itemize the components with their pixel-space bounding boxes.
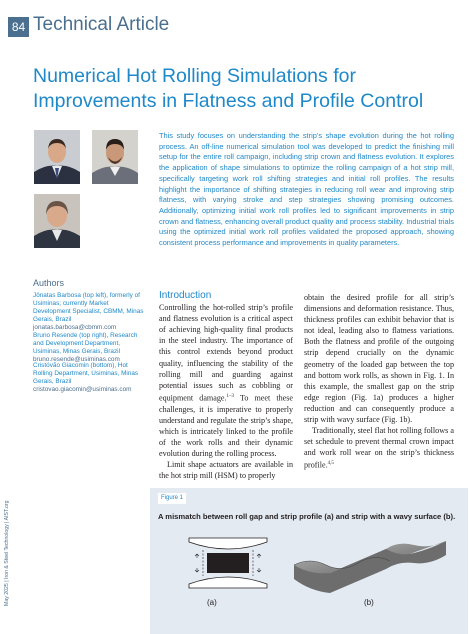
author-entry-3 [33,362,145,394]
article-title [33,64,453,114]
wavy-strip-diagram [290,535,450,597]
author-affiliation: Cristóvão Giacomin (bottom), Hot Rolling Department, Usiminas, Minas Gerais, Brazil [33,362,139,385]
author-affiliation: Bruno Resende (top right), Research and Development Department, Usiminas, Minas Gerais, Brazil [33,332,138,355]
page-number: 84 [8,17,29,37]
col2-paragraph-1: obtain the desired profile for all strip’s dimensions and deformation resistance. Thus, thickness profiles can exhibit behavior that is not ideal, leading also to flatness variations. Both the flatness and profile of the outgoing strip depend crucially on the dynamic geometry of the loaded gap between the top and bottom work rolls, as shown in Fig. 1. In this example, the smallest gap on the strip edge region (Fig. 1a) produces a higher reduction and can consequently produce a strip with wavy surface (Fig. 1b). [304,293,454,425]
body-column-1 [159,290,293,481]
abstract: This study focuses on understanding the strip’s shape evolution during the hot rolling process. An off-line numerical simulation tool was developed to predict the finishing mill setup for the entire roll campaign, including strip crown and flatness evolution. It explores the application of shape simulations to optimize the rolling campaign of a hot strip mill, specifically targeting work roll shifting strategies and initial roll profiles. The results highlight the importance of shifting strategies in reducing roll wear and improving strip flatness, with varying stroke and step strategies showing promising outcomes. Additionally, optimizing initial work roll profiles led to significant improvements in strip crown and flatness, enhancing overall product quality and process stability. Industrial trials using the optimized initial work roll profiles validated the proposed approach, showing consistent process performance and improvements in quality parameters. [159,131,454,248]
body-column-2 [304,292,454,471]
introduction-heading: Introduction [159,290,212,301]
author-entry-2 [33,332,145,364]
author-photo-giacomin [34,194,80,248]
header-bar [0,0,474,50]
col2-paragraph-2: Traditionally, steel flat hot rolling follows a set schedule to prevent thermal crown impact and work roll wear on the strip’s thickness profile.$^{4,5}$ [304,426,454,471]
figure-label-b: (b) [364,598,374,607]
figure-label-a: (a) [207,598,217,607]
section-label: Technical Article [33,14,170,35]
roll-gap-diagram [185,536,271,590]
author-affiliation: Jônatas Barbosa (top left), formerly of Usiminas; currently Market Development Specialist, CBMM, Minas Gerais, Brazil [33,292,144,323]
title-line-2: Improvements in Flatness and Profile Control [33,90,424,112]
author-photo-resende [92,130,138,184]
author-email: jonatas.barbosa@cbmm.com [33,324,117,331]
figure-tag: Figure 1 [158,493,186,504]
figure-caption: A mismatch between roll gap and strip profile (a) and strip with a wavy surface (b). [158,512,456,521]
intro-paragraph-1: Controlling the hot-rolled strip’s profile and flatness evolution is a critical aspect of achieving high-quality final products in the steel industry. The importance of this control extends beyond product quality, influencing the stability of the rolling mill and guarding against potential issues such as cobbling or equipment damage.$^{1-3}$ To meet these challenges, it is imperative to properly understand and regulate the strip’s shape, which is intricately linked to the profile of the work rolls and their dynamic evolution during the rolling process. [159,303,293,458]
running-footer: May 2025 | Iron & Steel Technology | AIST.org [4,500,10,606]
author-photo-barbosa [34,130,80,184]
author-email: bruno.resende@usiminas.com [33,356,120,363]
authors-heading: Authors [33,278,65,288]
intro-paragraph-2: Limit shape actuators are available in the hot strip mill (HSM) to properly [159,460,293,481]
title-line-1: Numerical Hot Rolling Simulations for [33,65,356,87]
author-entry-1 [33,292,145,332]
author-email: cristovao.giacomin@usiminas.com [33,386,132,393]
